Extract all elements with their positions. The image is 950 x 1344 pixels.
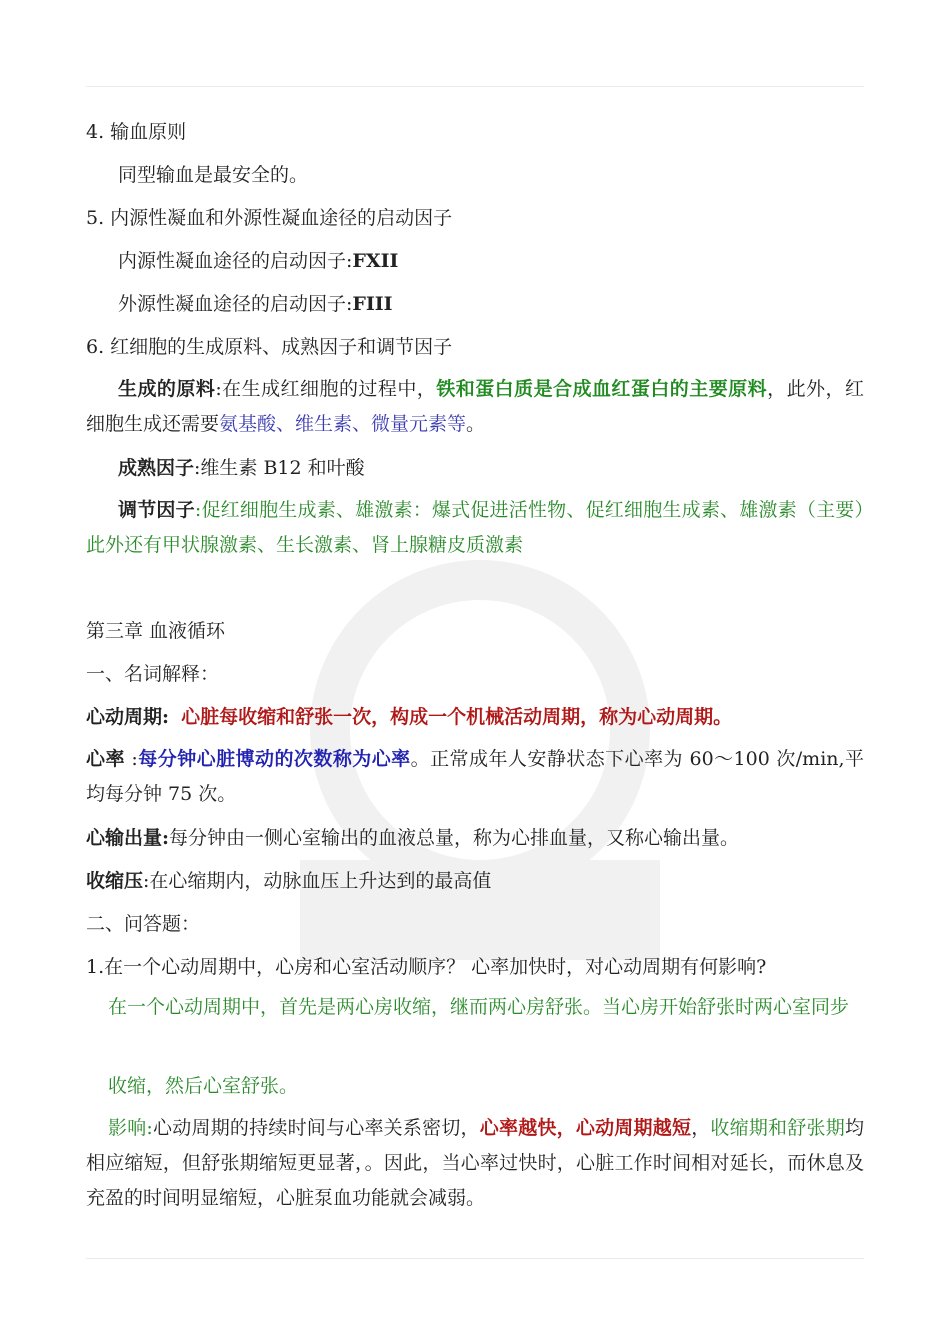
- influence-green-text: 收缩期和舒张期: [710, 1117, 845, 1139]
- question-1: 1.在一个心动周期中，心房和心室活动顺序？ 心率加快时，对心动周期有何影响?: [86, 956, 767, 978]
- heart-rate-label: 心率: [86, 748, 125, 770]
- raw-highlight: 铁和蛋白质是合成血红蛋白的主要原料: [436, 378, 768, 400]
- answer-1-paragraph-2: 收缩，然后心室舒张。: [108, 1075, 299, 1097]
- chapter-3-title: 第三章 血液循环: [86, 620, 226, 642]
- mature-label: 成熟因子: [118, 457, 195, 479]
- systolic-text: :在心缩期内，动脉血压上升达到的最高值: [143, 870, 492, 892]
- influence-text-2: ，: [691, 1117, 711, 1139]
- raw-end: 。: [466, 413, 486, 435]
- section-4-title: 4. 输血原则: [86, 121, 187, 143]
- raw-materials-paragraph: [86, 372, 864, 442]
- intrinsic-label: 内源性凝血途径的启动因子:: [118, 250, 353, 272]
- heart-rate-colon: :: [124, 748, 138, 770]
- raw-blue-text: 氨基酸、维生素、微量元素等: [219, 413, 467, 435]
- section-5-title: 5. 内源性凝血和外源性凝血途径的启动因子: [86, 207, 453, 229]
- answer-1-paragraph-1: 在一个心动周期中，首先是两心房收缩，继而两心房舒张。当心房开始舒张时两心室同步: [108, 996, 850, 1018]
- maturation-factor-line: [118, 454, 365, 482]
- reg-label: 调节因子: [118, 499, 195, 521]
- systolic-pressure-line: [86, 867, 491, 895]
- raw-text-1: :在生成红细胞的过程中，: [215, 378, 437, 400]
- reg-text: :促红细胞生成素、雄激素：爆式促进活性物、促红细胞生成素、雄激素（主要）此外还有甲状腺激素、生长激素、肾上腺糖皮质激素: [86, 499, 864, 556]
- intrinsic-factor-line: [118, 247, 398, 275]
- section-6-title: 6. 红细胞的生成原料、成熟因子和调节因子: [86, 336, 453, 358]
- cardiac-output-line: [86, 824, 739, 852]
- influence-text-1: 心动周期的持续时间与心率关系密切，: [152, 1117, 480, 1139]
- raw-label: 生成的原料: [118, 378, 216, 400]
- influence-label: 影响:: [108, 1117, 153, 1139]
- extrinsic-label: 外源性凝血途径的启动因子:: [118, 293, 353, 315]
- intrinsic-value: FXII: [352, 250, 399, 272]
- cardiac-output-label: 心输出量:: [86, 827, 170, 849]
- heart-rate-definition: 每分钟心脏博动的次数称为心率: [137, 748, 411, 770]
- influence-highlight: 心率越快，心动周期越短: [479, 1117, 692, 1139]
- cardiac-cycle-definition: 心脏每收缩和舒张一次，构成一个机械活动周期，称为心动周期。: [181, 706, 733, 728]
- extrinsic-value: FIII: [352, 293, 393, 315]
- heart-rate-text: 。正常成年人安静状态下心率为 60～100 次/min,平均每分钟 75 次。: [86, 748, 864, 805]
- raw-text-2: ，此外，红细胞生成还需要: [86, 378, 864, 435]
- top-rule: [86, 86, 864, 87]
- heart-rate-paragraph: [86, 742, 864, 812]
- mature-text: :维生素 B12 和叶酸: [194, 457, 365, 479]
- cardiac-output-text: 每分钟由一侧心室输出的血液总量，称为心排血量，又称心输出量。: [169, 827, 740, 849]
- part-2-title: 二、问答题：: [86, 913, 201, 935]
- systolic-label: 收缩压: [86, 870, 144, 892]
- cardiac-cycle-label: 心动周期:: [86, 706, 170, 728]
- influence-text-3: 均相应缩短，但舒张期缩短更显著，。因此，当心率过快时，心脏工作时间相对延长，而休息及充盈的时间明显缩短，心脏泵血功能就会减弱。: [86, 1117, 864, 1209]
- section-4-text: 同型输血是最安全的。: [118, 164, 309, 186]
- regulation-paragraph: [86, 493, 864, 563]
- part-1-title: 一、名词解释：: [86, 663, 220, 685]
- cardiac-cycle-line: [86, 703, 732, 731]
- answer-1-paragraph-3: [86, 1111, 864, 1216]
- extrinsic-factor-line: [118, 290, 393, 318]
- bottom-rule: [86, 1258, 864, 1259]
